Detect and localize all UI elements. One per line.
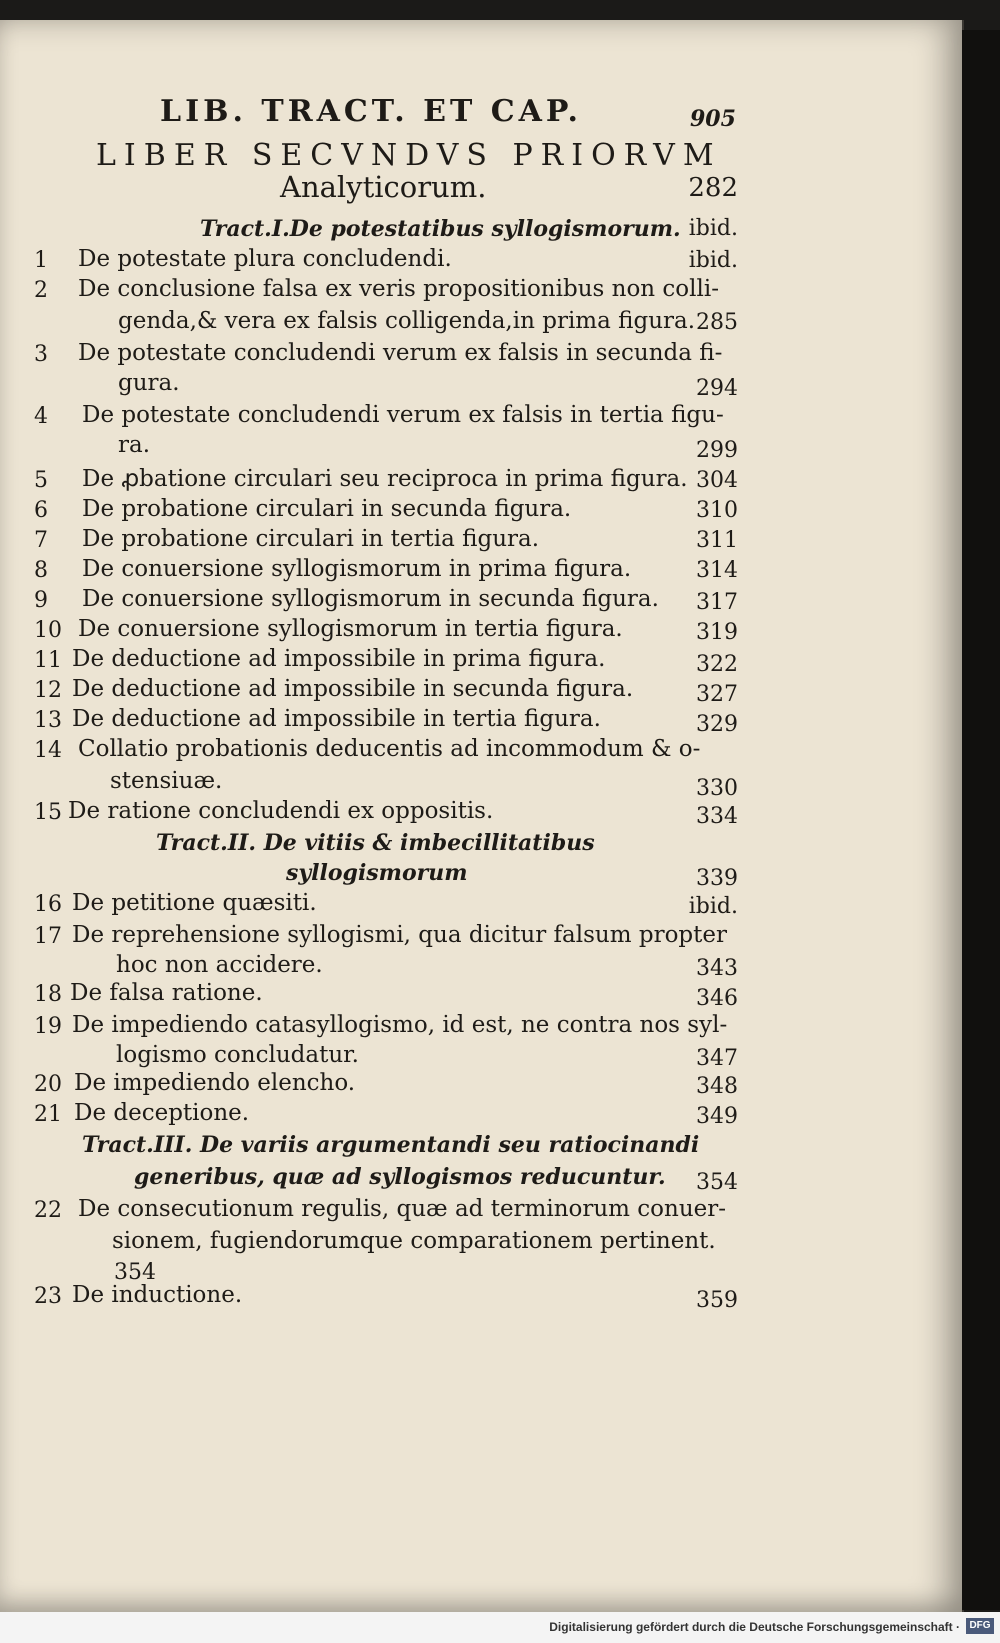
entry-number: 4	[34, 404, 48, 429]
entry-title-cont: genda,& vera ex falsis colligenda,in prima figura.	[118, 308, 696, 334]
tract-1-page: ibid.	[688, 216, 738, 241]
entry-title: De deductione ad impossibile in prima figura.	[72, 646, 606, 672]
entry-title: De ꝓbatione circulari seu reciproca in prima figura.	[82, 466, 688, 492]
entry-title: De ratione concludendi ex oppositis.	[68, 798, 494, 824]
running-title: LIB. TRACT. ET CAP.	[160, 94, 582, 129]
entry-page: 322	[696, 652, 738, 677]
entry-title-cont: gura.	[118, 370, 180, 396]
entry-title: De conuersione syllogismorum in tertia figura.	[78, 616, 623, 642]
entry-title: De deductione ad impossibile in tertia figura.	[72, 706, 601, 732]
entry-page: ibid.	[688, 248, 738, 273]
book-page-ref: 282	[688, 173, 738, 203]
entry-title-cont: logismo concludatur.	[116, 1042, 359, 1068]
entry-title-cont: ra.	[118, 432, 151, 458]
entry-title-cont: stensiuæ.	[110, 768, 223, 794]
entry-title-cont: hoc non accidere.	[116, 952, 323, 978]
entry-title: De consecutionum regulis, quæ ad terminorum conuer-	[78, 1196, 727, 1222]
entry-page: 294	[696, 376, 738, 401]
book-page	[0, 20, 964, 1612]
entry-number: 16	[34, 892, 62, 917]
entry-number: 21	[34, 1102, 62, 1127]
book-edge	[962, 30, 1000, 1610]
entry-title: De potestate plura concludendi.	[78, 246, 452, 272]
footer-bar	[0, 1612, 1000, 1643]
entry-title: De deductione ad impossibile in secunda figura.	[72, 676, 634, 702]
entry-number: 12	[34, 678, 62, 703]
entry-number: 23	[34, 1284, 62, 1309]
entry-title: De petitione quæsiti.	[72, 890, 317, 916]
entry-page: 359	[696, 1288, 738, 1313]
book-subtitle: Analyticorum.	[280, 170, 487, 204]
entry-title-cont: sionem, fugiendorumque comparationem pertinent.	[112, 1228, 716, 1254]
entry-number: 1	[34, 248, 48, 273]
tract-2-heading: Tract.II. De vitiis & imbecillitatibus	[156, 830, 595, 856]
entry-number: 8	[34, 558, 48, 583]
entry-page: 347	[696, 1046, 738, 1071]
entry-number: 3	[34, 342, 48, 367]
entry-page: 343	[696, 956, 738, 981]
tract-3-heading: Tract.III. De variis argumentandi seu ratiocinandi	[82, 1132, 700, 1158]
entry-number: 15	[34, 800, 62, 825]
entry-number: 14	[34, 738, 62, 763]
entry-title: De conuersione syllogismorum in secunda figura.	[82, 586, 659, 612]
entry-page: 319	[696, 620, 738, 645]
entry-page: 346	[696, 986, 738, 1011]
entry-title: De probatione circulari in tertia figura.	[82, 526, 540, 552]
entry-title: De probatione circulari in secunda figura.	[82, 496, 572, 522]
entry-number: 13	[34, 708, 62, 733]
entry-page: 314	[696, 558, 738, 583]
entry-page: 299	[696, 438, 738, 463]
entry-title: De reprehensione syllogismi, qua dicitur falsum propter	[72, 922, 727, 948]
entry-number: 7	[34, 528, 48, 553]
dfg-logo: DFG	[966, 1618, 994, 1634]
page-number: 905	[690, 106, 736, 132]
funding-credit: Digitalisierung gefördert durch die Deutsche Forschungsgemeinschaft ·	[549, 1620, 960, 1634]
entry-page: 285	[696, 310, 738, 335]
tract-3-page: 354	[696, 1170, 738, 1195]
entry-page: ibid.	[688, 894, 738, 919]
entry-page: 330	[696, 776, 738, 801]
entry-page: 304	[696, 468, 738, 493]
entry-title: De inductione.	[72, 1282, 243, 1308]
entry-title: De conuersione syllogismorum in prima figura.	[82, 556, 632, 582]
entry-title: De potestate concludendi verum ex falsis in tertia figu-	[82, 402, 724, 428]
entry-page: 317	[696, 590, 738, 615]
entry-number: 5	[34, 468, 48, 493]
entry-page: 354	[114, 1260, 156, 1285]
entry-page: 310	[696, 498, 738, 523]
entry-number: 17	[34, 924, 62, 949]
entry-title: De falsa ratione.	[70, 980, 263, 1006]
entry-title: Collatio probationis deducentis ad incommodum & o-	[78, 736, 701, 762]
entry-number: 18	[34, 982, 62, 1007]
entry-title: De potestate concludendi verum ex falsis in secunda fi-	[78, 340, 723, 366]
tract-2-heading-cont: syllogismorum	[286, 860, 468, 886]
entry-number: 9	[34, 588, 48, 613]
entry-page: 348	[696, 1074, 738, 1099]
entry-title: De deceptione.	[74, 1100, 250, 1126]
entry-number: 19	[34, 1014, 62, 1039]
book-title: LIBER SECVNDVS PRIORVM	[96, 138, 722, 173]
entry-number: 2	[34, 278, 48, 303]
tract-2-page: 339	[696, 866, 738, 891]
entry-title: De conclusione falsa ex veris propositionibus non colli-	[78, 276, 719, 302]
entry-page: 311	[696, 528, 738, 553]
tract-1-heading: Tract.I.De potestatibus syllogismorum.	[200, 216, 681, 242]
entry-number: 10	[34, 618, 62, 643]
entry-page: 334	[696, 804, 738, 829]
entry-page: 327	[696, 682, 738, 707]
entry-number: 6	[34, 498, 48, 523]
tract-3-heading-cont: generibus, quæ ad syllogismos reducuntur.	[134, 1164, 666, 1190]
entry-title: De impediendo elencho.	[74, 1070, 356, 1096]
entry-page: 329	[696, 712, 738, 737]
entry-number: 22	[34, 1198, 62, 1223]
entry-title: De impediendo catasyllogismo, id est, ne contra nos syl-	[72, 1012, 728, 1038]
entry-number: 20	[34, 1072, 62, 1097]
entry-number: 11	[34, 648, 62, 673]
entry-page: 349	[696, 1104, 738, 1129]
